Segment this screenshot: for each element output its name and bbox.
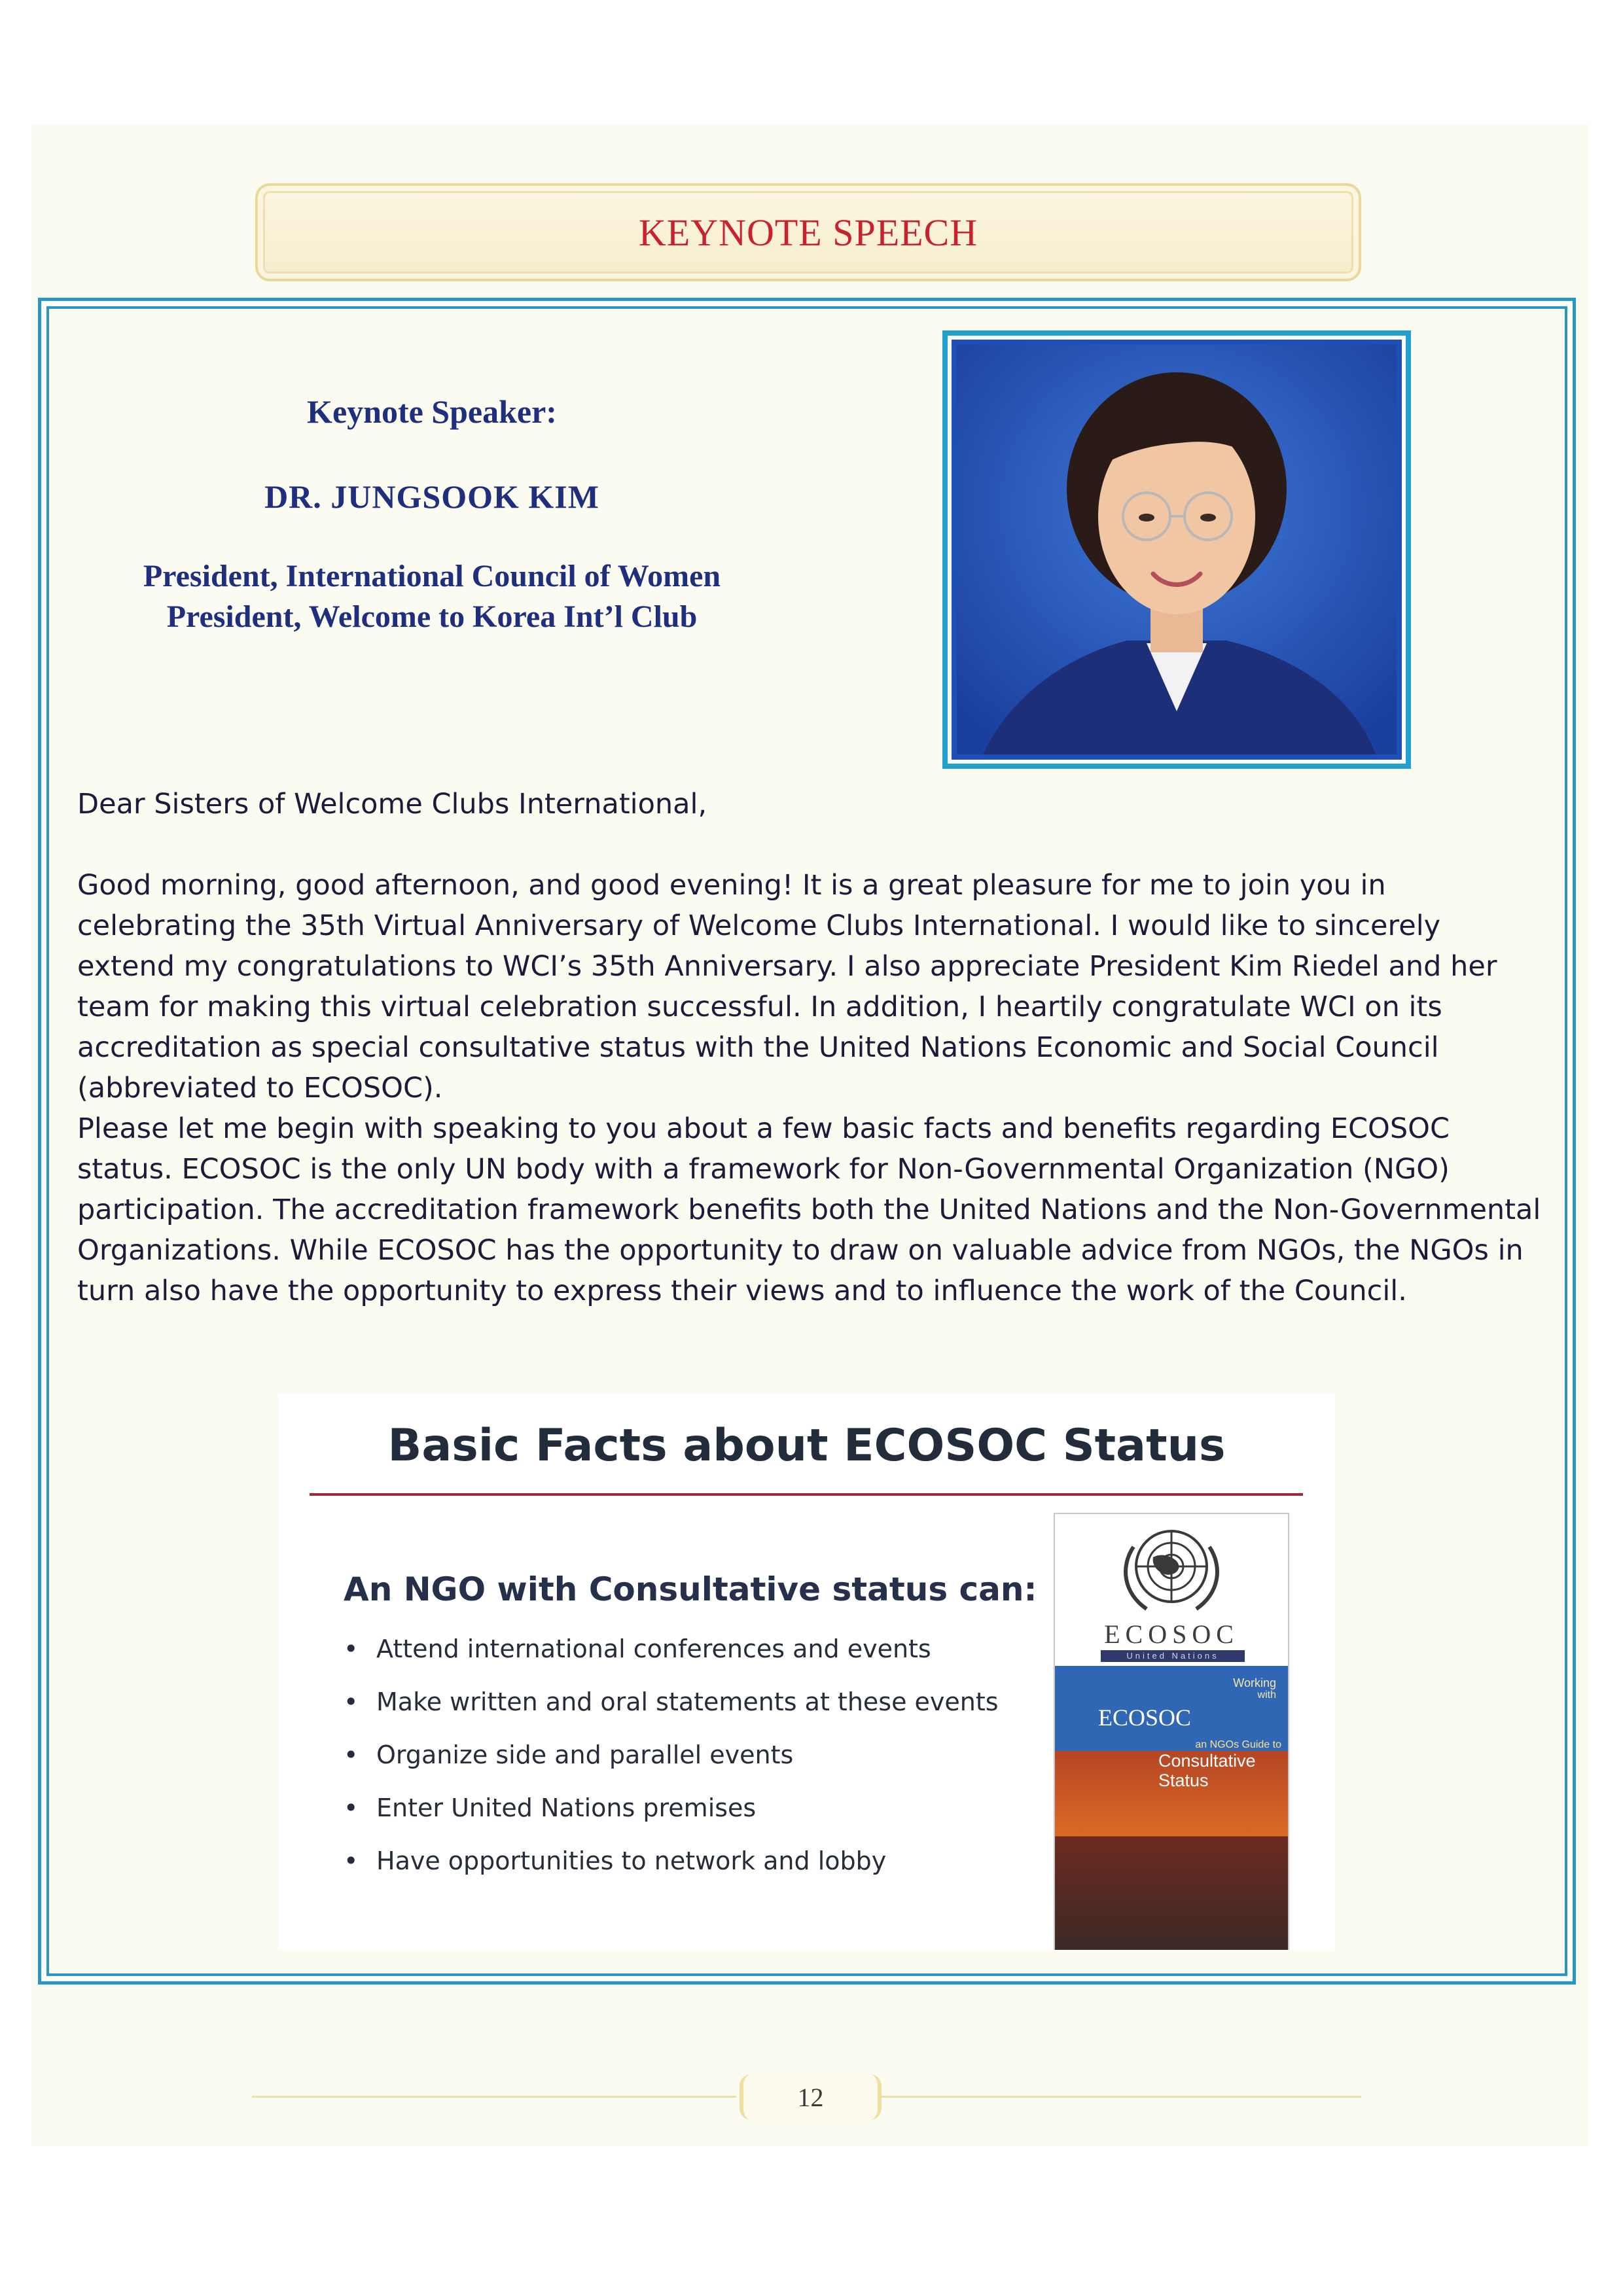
list-item: • Attend international conferences and events: [344, 1634, 999, 1687]
list-item: • Enter United Nations premises: [344, 1793, 999, 1846]
slide-subtitle: An NGO with Consultative status can:: [344, 1570, 1037, 1608]
speaker-role-2: President, Welcome to Korea Int’l Club: [166, 599, 698, 634]
ecosoc-slide: [278, 1394, 1335, 1950]
speaker-photo: [942, 330, 1411, 769]
cover-line-status: Consultative Status: [1158, 1751, 1256, 1790]
slide-title: Basic Facts about ECOSOC Status: [387, 1420, 1226, 1472]
slide-divider: [310, 1493, 1303, 1496]
list-item: • Have opportunities to network and lobby: [344, 1846, 999, 1899]
letter-paragraph-2: Please let me begin with speaking to you about a few basic facts and benefits regarding ECOSOC status. ECOSOC is the only UN body with a framework for Non-Governmental Organization (NGO) participation. The accreditation framework benefits both the United Nations and the Non-Governmental Organizations. While ECOSOC has the opportunity to draw on valuable advice from NGOs, the NGOs in turn also have the opportunity to express their views and to influence the work of the Council.: [77, 1112, 1541, 1307]
cover-line-guide: an NGOs Guide to: [1195, 1739, 1281, 1750]
page-footer: [252, 2074, 1361, 2120]
cover-title: ECOSOC: [1098, 1704, 1192, 1731]
page-title: KEYNOTE SPEECH: [638, 211, 978, 254]
cover-line-working: Working: [1233, 1676, 1276, 1689]
speaker-info: [79, 393, 785, 637]
footer-rule-right: [877, 2096, 1361, 2098]
cover-line-with: with: [1257, 1689, 1276, 1701]
speaker-role-1: President, International Council of Women: [143, 559, 721, 593]
benefits-list: [344, 1634, 999, 1899]
booklet-logo-text: ECOSOC: [1104, 1619, 1239, 1649]
list-item: • Organize side and parallel events: [344, 1740, 999, 1793]
ecosoc-booklet-image: [1054, 1513, 1289, 1950]
letter-paragraph-1: Good morning, good afternoon, and good evening! It is a great pleasure for me to join you in celebrating the 35th Virtual Anniversary of Welcome Clubs International. I would like to sincerely extend my congratulations to WCI’s 35th Anniversary. I also appreciate President Kim Riedel and her team for making this virtual celebration successful. In addition, I heartily congratulate WCI on its accreditation as special consultative status with the United Nations Economic and Social Council (abbreviated to ECOSOC).: [77, 869, 1497, 1104]
letter-salutation: Dear Sisters of Welcome Clubs International,: [77, 788, 707, 821]
speaker-name: DR. JUNGSOOK KIM: [264, 478, 599, 515]
booklet-logo-subtext: United Nations: [1101, 1650, 1245, 1662]
header-banner: [255, 183, 1361, 281]
page-number: 12: [740, 2074, 882, 2120]
list-item: • Make written and oral statements at these events: [344, 1687, 999, 1740]
footer-rule-left: [252, 2096, 736, 2098]
booklet-cover: [1055, 1666, 1288, 1950]
speaker-label: Keynote Speaker:: [307, 393, 557, 430]
